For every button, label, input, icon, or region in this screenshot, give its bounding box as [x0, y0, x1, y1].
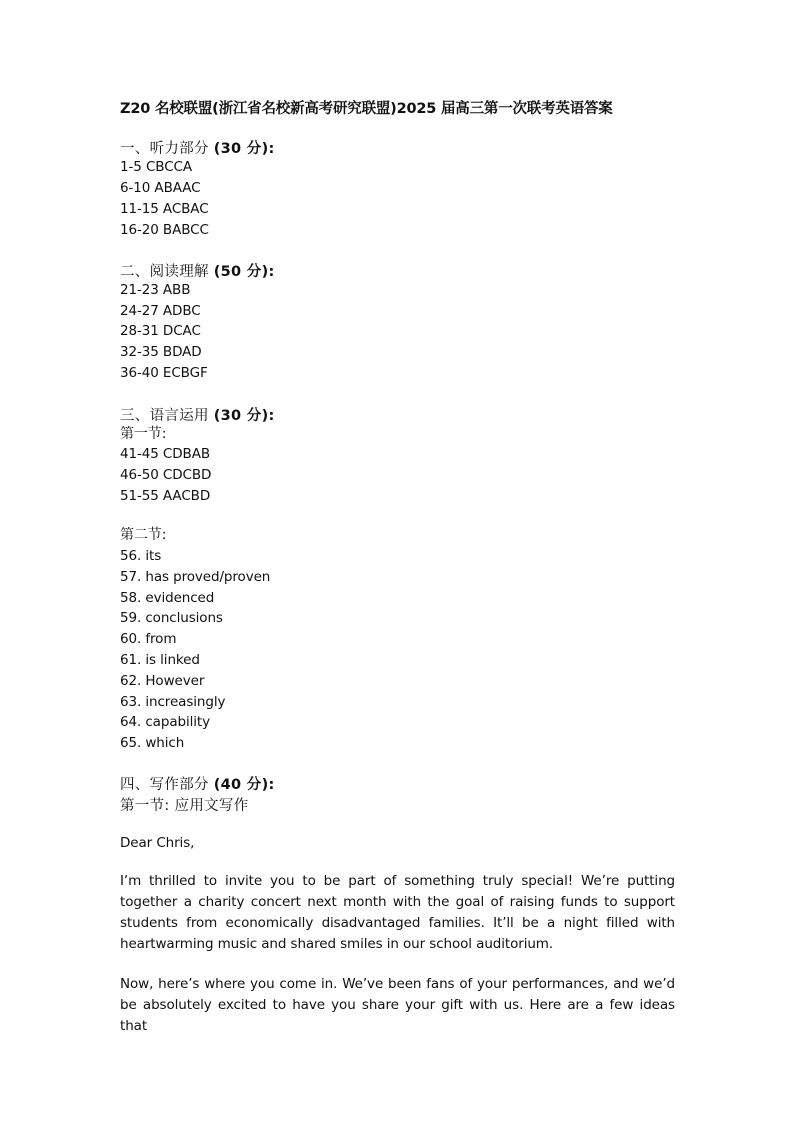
answer-line: 56. its: [120, 548, 162, 564]
listening-section-heading: [120, 137, 275, 158]
answer-line: 59. conclusions: [120, 610, 223, 626]
writing-score: (40 分):: [213, 777, 275, 793]
language-section-heading: [120, 404, 275, 425]
listening-score: (30 分):: [213, 141, 275, 157]
answer-line: 57. has proved/proven: [120, 569, 271, 585]
language-score: (30 分):: [213, 408, 275, 424]
answer-line: 11-15 ACBAC: [120, 201, 209, 217]
answer-line: 6-10 ABAAC: [120, 180, 201, 196]
reading-score: (50 分):: [213, 264, 275, 280]
language-part2-label: 第二节:: [120, 527, 167, 543]
answer-line: 58. evidenced: [120, 590, 215, 606]
writing-part1-label: 第一节:: [120, 798, 170, 814]
answer-line: 62. However: [120, 673, 205, 689]
answer-line: 1-5 CBCCA: [120, 159, 192, 175]
letter-paragraph-1: I’m thrilled to invite you to be part of something truly special! We’re putting together a charity concert next month with the goal of raising funds to support students from economically disadvantaged families. It’ll be a night filled with heartwarming music and shared smiles in our school auditorium.: [120, 873, 675, 952]
answer-line: 61. is linked: [120, 652, 200, 668]
answer-line: 60. from: [120, 631, 177, 647]
answer-line: 21-23 ABB: [120, 282, 191, 298]
answer-line: 32-35 BDAD: [120, 344, 202, 360]
writing-part1-title: 应用文写作: [174, 798, 249, 814]
writing-section-heading: [120, 773, 275, 794]
language-heading-label: 三、语言运用: [120, 408, 209, 424]
reading-heading-label: 二、阅读理解: [120, 264, 209, 280]
answer-line: 65. which: [120, 735, 185, 751]
answer-line: 28-31 DCAC: [120, 323, 201, 339]
answer-line: 24-27 ADBC: [120, 303, 201, 319]
language-part1-label: 第一节:: [120, 426, 167, 442]
document-title: Z20 名校联盟(浙江省名校新高考研究联盟)2025 届高三第一次联考英语答案: [120, 101, 613, 117]
letter-paragraph-2: Now, here’s where you come in. We’ve been fans of your performances, and we’d be absolutely excited to have you share your gift with us. Here are a few ideas that: [120, 976, 675, 1034]
answer-line: 63. increasingly: [120, 694, 226, 710]
answer-line: 16-20 BABCC: [120, 222, 209, 238]
reading-section-heading: [120, 260, 275, 281]
answer-line: 36-40 ECBGF: [120, 365, 208, 381]
answer-line: 46-50 CDCBD: [120, 467, 212, 483]
writing-part1-heading: [120, 794, 249, 815]
writing-heading-label: 四、写作部分: [120, 777, 209, 793]
answer-line: 51-55 AACBD: [120, 488, 211, 504]
listening-heading-label: 一、听力部分: [120, 141, 209, 157]
letter-greeting: Dear Chris,: [120, 835, 195, 851]
answer-line: 64. capability: [120, 714, 211, 730]
answer-line: 41-45 CDBAB: [120, 446, 210, 462]
